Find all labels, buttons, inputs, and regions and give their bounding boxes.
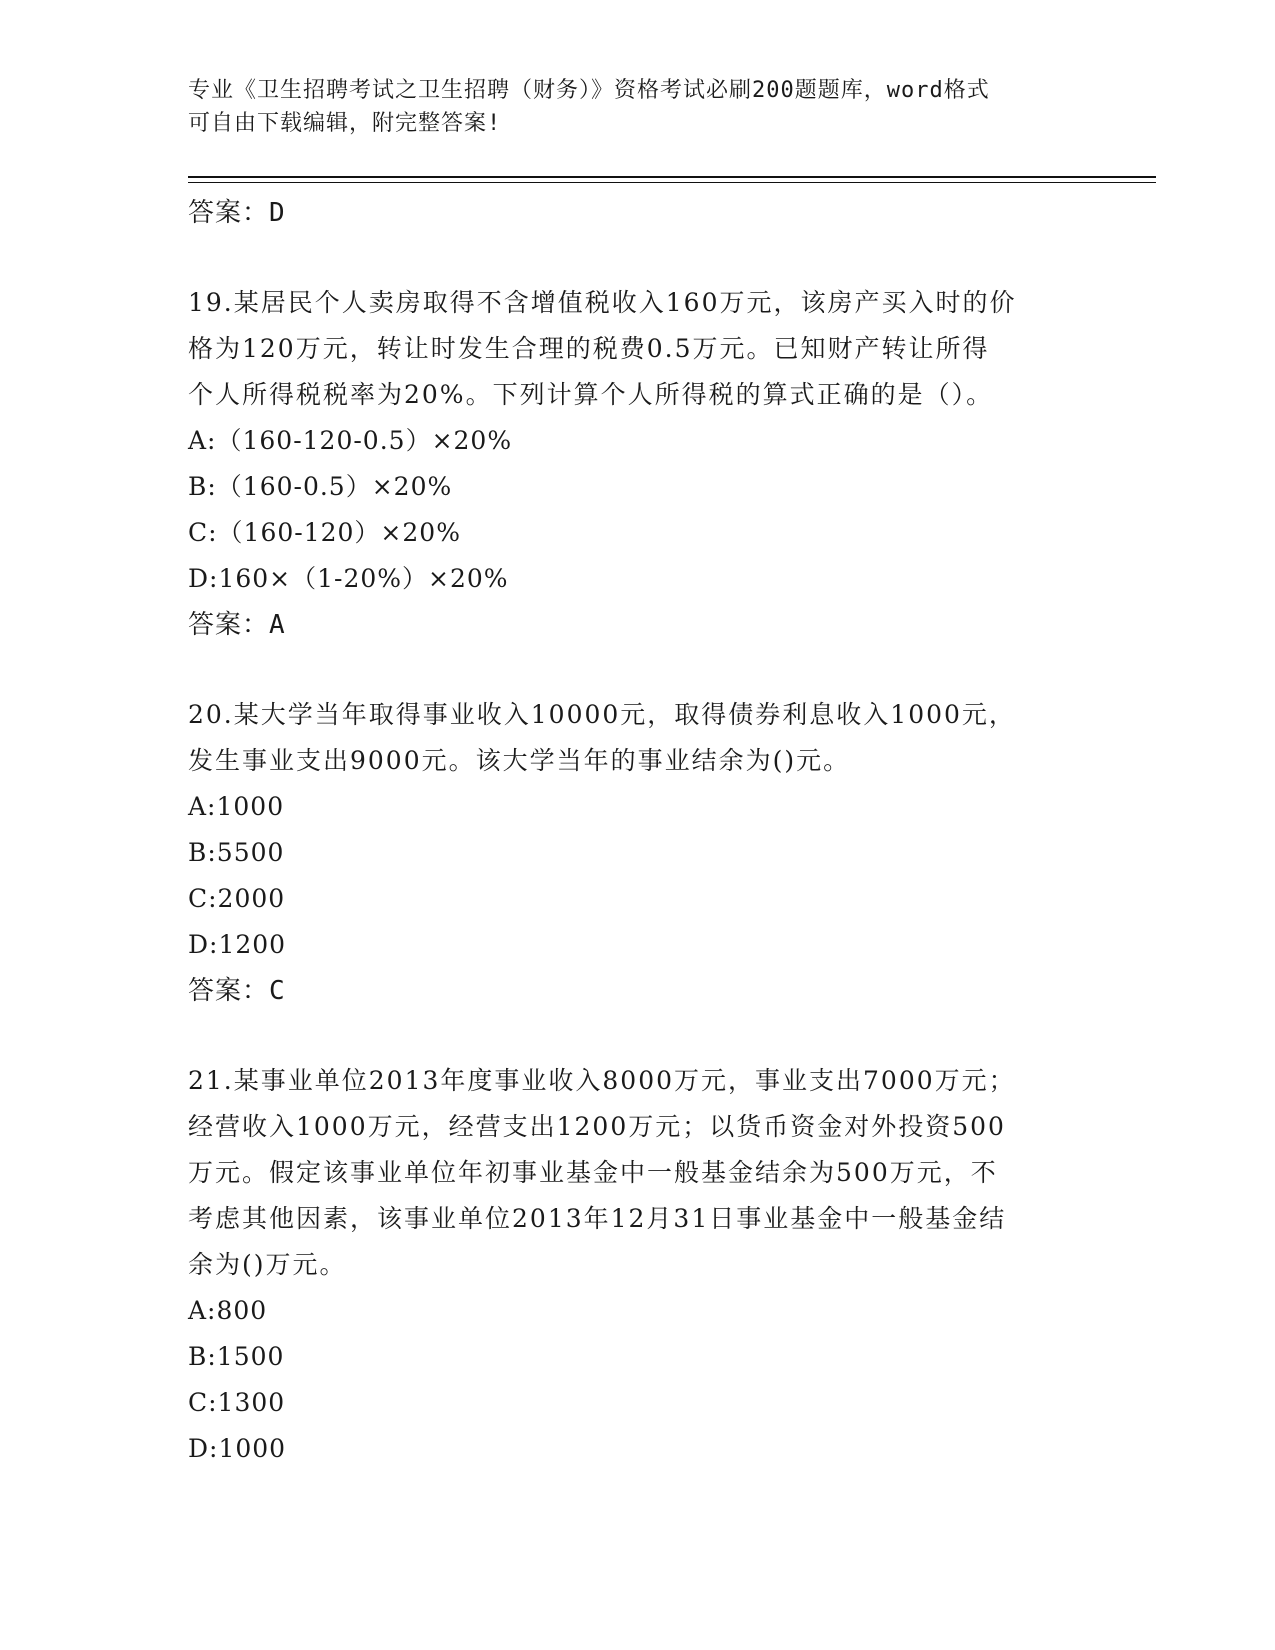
- option-c: C:1300: [188, 1388, 286, 1417]
- option-b: B:（160-0.5）×20%: [188, 472, 453, 501]
- option-a: A:800: [188, 1296, 268, 1325]
- question-text-line: 余为()万元。: [188, 1250, 347, 1279]
- option-b: B:5500: [188, 838, 285, 867]
- header-divider: [188, 176, 1156, 178]
- header-line: 专业《卫生招聘考试之卫生招聘（财务）》资格考试必刷200题题库，word格式: [188, 78, 990, 103]
- document-header: [188, 74, 1068, 140]
- question-text-line: 发生事业支出9000元。该大学当年的事业结余为()元。: [188, 746, 851, 775]
- option-c: C:（160-120）×20%: [188, 518, 461, 547]
- option-d: D:160×（1-20%）×20%: [188, 564, 509, 593]
- option-d: D:1200: [188, 930, 287, 959]
- question-text: [188, 692, 1068, 784]
- option-a: A:1000: [188, 792, 285, 821]
- question-text-line: 21.某事业单位2013年度事业收入8000万元，事业支出7000万元；: [188, 1066, 1016, 1095]
- answer-line: 答案：C: [188, 976, 286, 1006]
- question-text-line: 格为120万元，转让时发生合理的税费0.5万元。已知财产转让所得: [188, 334, 990, 363]
- option-c: C:2000: [188, 884, 286, 913]
- header-divider-thin: [188, 182, 1156, 183]
- option-b: B:1500: [188, 1342, 285, 1371]
- question-text-line: 经营收入1000万元，经营支出1200万元；以货币资金对外投资500: [188, 1112, 1006, 1141]
- question-text: [188, 280, 1068, 418]
- question-text-line: 个人所得税税率为20%。下列计算个人所得税的算式正确的是（）。: [188, 380, 994, 409]
- answer-line: 答案：D: [188, 198, 286, 228]
- option-a: A:（160-120-0.5）×20%: [188, 426, 513, 455]
- answer-line: 答案：A: [188, 610, 286, 640]
- question-text-line: 19.某居民个人卖房取得不含增值税收入160万元，该房产买入时的价: [188, 288, 1017, 317]
- option-d: D:1000: [188, 1434, 287, 1463]
- header-line: 可自由下载编辑，附完整答案!: [188, 111, 502, 136]
- question-text-line: 20.某大学当年取得事业收入10000元，取得债券利息收入1000元，: [188, 700, 1016, 729]
- question-text-line: 万元。假定该事业单位年初事业基金中一般基金结余为500万元，不: [188, 1158, 998, 1187]
- question-block: [188, 1058, 1068, 1472]
- question-text-line: 考虑其他因素，该事业单位2013年12月31日事业基金中一般基金结: [188, 1204, 1007, 1233]
- question-block: [188, 692, 1068, 1014]
- question-list: [188, 190, 1068, 1472]
- question-text: [188, 1058, 1068, 1288]
- question-block: [188, 280, 1068, 648]
